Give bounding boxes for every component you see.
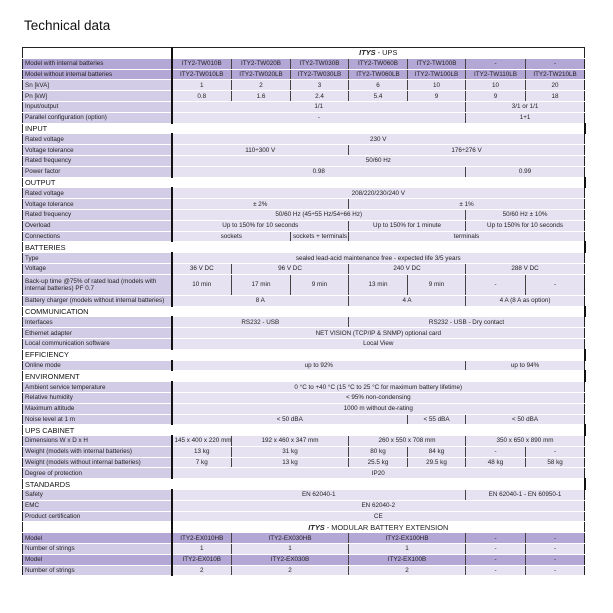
value-cell: ITY2-TW210LB — [526, 69, 585, 80]
row-label — [23, 48, 172, 59]
table-row — [23, 392, 585, 403]
value-cell: - — [526, 554, 585, 565]
value-cell: 58 kg — [526, 457, 585, 468]
table-row — [23, 295, 585, 306]
value-cell: Up to 150% for 10 seconds — [172, 220, 349, 231]
row-label: Voltage — [23, 263, 172, 274]
value-cell: 2 — [172, 565, 232, 576]
value-cell: - — [466, 565, 526, 576]
value-cell: 9 min — [408, 274, 466, 295]
value-cell: 9 min — [291, 274, 349, 295]
row-label: Ethernet adapter — [23, 328, 172, 339]
value-cell: 260 x 550 x 708 mm — [349, 436, 466, 447]
value-cell: 4 A (8 A as option) — [466, 295, 585, 306]
value-cell: 1 — [172, 80, 232, 91]
table-group-header — [23, 522, 585, 533]
value-cell: ITY2-TW100LB — [408, 69, 466, 80]
table-row — [23, 209, 585, 220]
value-cell: 1 — [349, 544, 466, 555]
table-row — [23, 446, 585, 457]
table-row — [23, 490, 585, 501]
row-label: Sn [kVA] — [23, 80, 172, 91]
value-cell: - — [172, 112, 466, 123]
table-row — [23, 80, 585, 91]
value-cell: 13 kg — [172, 446, 232, 457]
page-title: Technical data — [24, 18, 111, 33]
brand-name: ITYS — [359, 48, 376, 58]
value-cell: 17 min — [232, 274, 291, 295]
group-title: - UPS — [377, 48, 398, 58]
value-cell: 3/1 or 1/1 — [466, 101, 585, 112]
section-header — [23, 479, 585, 490]
value-cell: 31 kg — [232, 446, 349, 457]
value-cell: 110÷300 V — [172, 145, 349, 156]
table-row — [23, 382, 585, 393]
value-cell: 288 V DC — [466, 263, 585, 274]
value-cell: ITY2-TW020LB — [232, 69, 291, 80]
value-cell: terminals — [349, 231, 585, 242]
table-row — [23, 414, 585, 425]
row-label: Model — [23, 554, 172, 565]
value-cell: CE — [172, 511, 585, 522]
value-cell: < 50 dBA — [466, 414, 585, 425]
value-cell: 350 x 650 x 890 mm — [466, 436, 585, 447]
table-row — [23, 263, 585, 274]
table-row — [23, 101, 585, 112]
row-label: Input/output — [23, 101, 172, 112]
value-cell: 1/1 — [172, 101, 466, 112]
value-cell: 1 — [172, 544, 232, 555]
row-label: Overload — [23, 220, 172, 231]
row-label: Voltage tolerance — [23, 145, 172, 156]
section-title: STANDARDS — [23, 479, 585, 490]
table-row — [23, 134, 585, 145]
row-label: Battery charger (models without internal batteries) — [23, 295, 172, 306]
table-row — [23, 274, 585, 295]
section-header — [23, 425, 585, 436]
table-row — [23, 317, 585, 328]
technical-data-table — [22, 47, 586, 576]
value-cell: 192 x 460 x 347 mm — [232, 436, 349, 447]
section-title: UPS CABINET — [23, 425, 585, 436]
value-cell: 10 min — [172, 274, 232, 295]
row-label: Rated frequency — [23, 209, 172, 220]
section-title: ENVIRONMENT — [23, 371, 585, 382]
value-cell: 50/60 Hz — [172, 155, 585, 166]
value-cell: 13 min — [349, 274, 408, 295]
value-cell: ITY2-TW100B — [408, 58, 466, 69]
section-title: COMMUNICATION — [23, 306, 585, 317]
value-cell: ITY2-TW030B — [291, 58, 349, 69]
value-cell: IP20 — [172, 468, 585, 479]
brand-name: ITYS — [308, 522, 325, 532]
value-cell: 0 °C to +40 °C (15 °C to 25 °C for maximum battery lifetime) — [172, 382, 585, 393]
row-label: Interfaces — [23, 317, 172, 328]
value-cell: ITY2-TW020B — [232, 58, 291, 69]
value-cell: ITY2-EX030HB — [232, 533, 349, 544]
value-cell: < 95% non-condensing — [172, 392, 585, 403]
section-header — [23, 349, 585, 360]
value-cell: 48 kg — [466, 457, 526, 468]
row-label: Parallel configuration (option) — [23, 112, 172, 123]
value-cell: 0.98 — [172, 166, 466, 177]
row-label: Rated frequency — [23, 155, 172, 166]
table-row — [23, 231, 585, 242]
row-label: Model without internal batteries — [23, 69, 172, 80]
value-cell: 1000 m without de-rating — [172, 403, 585, 414]
value-cell: sockets — [172, 231, 291, 242]
value-cell: - — [466, 274, 526, 295]
value-cell: ITY2-TW060LB — [349, 69, 408, 80]
table-row — [23, 58, 585, 69]
table-row — [23, 533, 585, 544]
row-label: Degree of protection — [23, 468, 172, 479]
value-cell: 10 — [466, 80, 526, 91]
row-label: Type — [23, 253, 172, 264]
value-cell: 29.5 kg — [408, 457, 466, 468]
table-group-header — [23, 48, 585, 59]
value-cell: - — [526, 274, 585, 295]
section-header — [23, 123, 585, 134]
row-label: Product certification — [23, 511, 172, 522]
value-cell: - — [466, 533, 526, 544]
value-cell: 18 — [526, 91, 585, 102]
value-cell: ITY2-TW030LB — [291, 69, 349, 80]
section-header — [23, 177, 585, 188]
section-header — [23, 242, 585, 253]
section-title: OUTPUT — [23, 177, 585, 188]
value-cell: sockets + terminals — [291, 231, 349, 242]
table-row — [23, 403, 585, 414]
table-row — [23, 253, 585, 264]
value-cell: - — [526, 544, 585, 555]
value-cell: ± 1% — [349, 199, 585, 210]
table-row — [23, 155, 585, 166]
value-cell: ITY2-TW060B — [349, 58, 408, 69]
value-cell: 84 kg — [408, 446, 466, 457]
row-label: Local communication software — [23, 338, 172, 349]
section-title: BATTERIES — [23, 242, 585, 253]
row-label: Back-up time @75% of rated load (models with internal batteries) PF 0.7 — [23, 274, 172, 295]
value-cell: EN 62040-2 — [172, 500, 585, 511]
row-label: Weight (models without internal batteries) — [23, 457, 172, 468]
value-cell: Up to 150% for 10 seconds — [466, 220, 585, 231]
row-label: Weight (models with internal batteries) — [23, 446, 172, 457]
group-title: - MODULAR BATTERY EXTENSION — [326, 522, 449, 532]
table-row — [23, 145, 585, 156]
row-label: Power factor — [23, 166, 172, 177]
value-cell: RS232 - USB — [172, 317, 349, 328]
value-cell: ITY2-TW010B — [172, 58, 232, 69]
row-label: Maximum altitude — [23, 403, 172, 414]
table-row — [23, 220, 585, 231]
row-label — [23, 522, 172, 533]
value-cell: Up to 150% for 1 minute — [349, 220, 466, 231]
value-cell: 145 x 400 x 220 mm — [172, 436, 232, 447]
row-label: Online mode — [23, 360, 172, 371]
value-cell: 0.99 — [466, 166, 585, 177]
value-cell: 4 A — [349, 295, 466, 306]
table-row — [23, 544, 585, 555]
value-cell — [172, 522, 585, 533]
value-cell: - — [466, 58, 526, 69]
value-cell: 230 V — [172, 134, 585, 145]
value-cell: 1.6 — [232, 91, 291, 102]
value-cell: 1+1 — [466, 112, 585, 123]
table-row — [23, 511, 585, 522]
value-cell: - — [466, 554, 526, 565]
value-cell: 9 — [408, 91, 466, 102]
section-header — [23, 306, 585, 317]
row-label: Model with internal batteries — [23, 58, 172, 69]
value-cell: 36 V DC — [172, 263, 232, 274]
table-row — [23, 360, 585, 371]
section-header — [23, 371, 585, 382]
table-row — [23, 500, 585, 511]
value-cell: 80 kg — [349, 446, 408, 457]
value-cell: sealed lead-acid maintenance free - expected life 3/5 years — [172, 253, 585, 264]
value-cell: EN 62040-1 - EN 60950-1 — [466, 490, 585, 501]
value-cell: 25.5 kg — [349, 457, 408, 468]
value-cell: 10 — [408, 80, 466, 91]
value-cell: - — [466, 544, 526, 555]
value-cell: 96 V DC — [232, 263, 349, 274]
table-row — [23, 554, 585, 565]
value-cell: EN 62040-1 — [172, 490, 466, 501]
value-cell: 6 — [349, 80, 408, 91]
row-label: Model — [23, 533, 172, 544]
table-row — [23, 457, 585, 468]
row-label: Pn [kW] — [23, 91, 172, 102]
value-cell: 5.4 — [349, 91, 408, 102]
value-cell: 50/60 Hz (45÷55 Hz/54÷66 Hz) — [172, 209, 466, 220]
table-row — [23, 166, 585, 177]
row-label: Safety — [23, 490, 172, 501]
value-cell: - — [466, 446, 526, 457]
section-title: INPUT — [23, 123, 585, 134]
table-row — [23, 188, 585, 199]
value-cell: 7 kg — [172, 457, 232, 468]
section-title: EFFICIENCY — [23, 349, 585, 360]
value-cell: ITY2-EX030B — [232, 554, 349, 565]
value-cell: 3 — [291, 80, 349, 91]
value-cell: ITY2-EX010B — [172, 554, 232, 565]
value-cell: 1 — [232, 544, 349, 555]
value-cell: < 50 dBA — [172, 414, 408, 425]
table-row — [23, 112, 585, 123]
row-label: Ambient service temperature — [23, 382, 172, 393]
value-cell: 240 V DC — [349, 263, 466, 274]
value-cell: < 55 dBA — [408, 414, 466, 425]
value-cell: 2 — [232, 80, 291, 91]
table-row — [23, 436, 585, 447]
value-cell: 208/220/230/240 V — [172, 188, 585, 199]
table-row — [23, 69, 585, 80]
row-label: Rated voltage — [23, 134, 172, 145]
value-cell: NET VISION (TCP/IP & SNMP) optional card — [172, 328, 585, 339]
row-label: EMC — [23, 500, 172, 511]
row-label: Rated voltage — [23, 188, 172, 199]
value-cell: - — [526, 533, 585, 544]
value-cell: ± 2% — [172, 199, 349, 210]
value-cell: 20 — [526, 80, 585, 91]
row-label: Relative humidity — [23, 392, 172, 403]
value-cell: 8 A — [172, 295, 349, 306]
value-cell: RS232 - USB - Dry contact — [349, 317, 585, 328]
table-row — [23, 565, 585, 576]
table-row — [23, 91, 585, 102]
value-cell: - — [526, 565, 585, 576]
value-cell: ITY2-EX100B — [349, 554, 466, 565]
row-label: Voltage tolerance — [23, 199, 172, 210]
row-label: Number of strings — [23, 544, 172, 555]
table-row — [23, 468, 585, 479]
row-label: Number of strings — [23, 565, 172, 576]
value-cell: ITY2-TW010LB — [172, 69, 232, 80]
table-row — [23, 338, 585, 349]
value-cell: - — [526, 58, 585, 69]
table-row — [23, 328, 585, 339]
value-cell: 2 — [349, 565, 466, 576]
value-cell: ITY2-TW110LB — [466, 69, 526, 80]
row-label: Dimensions W x D x H — [23, 436, 172, 447]
value-cell: 176÷276 V — [349, 145, 585, 156]
value-cell: Local View — [172, 338, 585, 349]
value-cell: 0.8 — [172, 91, 232, 102]
value-cell: up to 92% — [172, 360, 466, 371]
value-cell: 50/60 Hz ± 10% — [466, 209, 585, 220]
row-label: Noise level at 1 m — [23, 414, 172, 425]
table-row — [23, 199, 585, 210]
value-cell: ITY2-EX100HB — [349, 533, 466, 544]
value-cell — [172, 48, 585, 59]
value-cell: 2 — [232, 565, 349, 576]
value-cell: 9 — [466, 91, 526, 102]
value-cell: 13 kg — [232, 457, 349, 468]
value-cell: ITY2-EX010HB — [172, 533, 232, 544]
value-cell: up to 94% — [466, 360, 585, 371]
row-label: Connections — [23, 231, 172, 242]
value-cell: 2.4 — [291, 91, 349, 102]
value-cell: - — [526, 446, 585, 457]
